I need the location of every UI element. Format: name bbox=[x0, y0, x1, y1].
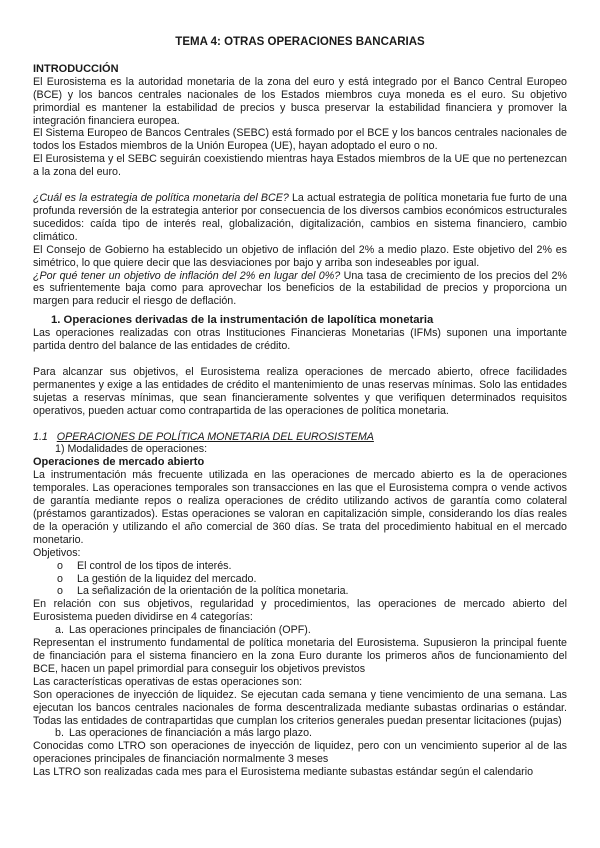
subsection-title: OPERACIONES DE POLÍTICA MONETARIA DEL EUROSISTEMA bbox=[56, 430, 374, 443]
category-item-b bbox=[33, 727, 567, 740]
objectives-label: Objetivos: bbox=[33, 546, 81, 559]
subsection-1-1-heading bbox=[33, 431, 567, 444]
bullet-text: El control de los tipos de interés. bbox=[77, 559, 232, 572]
open-market-heading: Operaciones de mercado abierto bbox=[33, 456, 205, 469]
strategy-paragraph bbox=[33, 192, 567, 244]
inflation-target-paragraph: El Consejo de Gobierno ha establecido un objetivo de inflación del 2% a medio plazo. Este objetivo del 2% es simétrico, lo que quiere decir que las desviaciones por bajo y arriba son indeseables por igual. bbox=[33, 243, 567, 269]
item-marker: a. bbox=[55, 624, 64, 637]
item-text: Las operaciones principales de financiación (OPF). bbox=[69, 624, 311, 637]
opf-characteristics-label: Las características operativas de estas operaciones son: bbox=[33, 675, 303, 688]
section-1-paragraph-1: Las operaciones realizadas con otras Instituciones Financieras Monetarias (IFMs) suponen una importante partida dentro del balance de las entidades de crédito. bbox=[33, 327, 567, 353]
ltro-paragraph-2: Las LTRO son realizadas cada mes para el Eurosistema mediante subastas estándar según el calendario bbox=[33, 766, 534, 779]
item-marker: b. bbox=[55, 727, 64, 740]
objective-bullet-2 bbox=[33, 573, 567, 586]
inflation-answer: Una tasa de crecimiento de los precios del 2% es sufrientemente baja como para aprovechar los beneficios de la estabilidad de precios y proporciona un margen para reducir el riesgo de deflación. bbox=[33, 269, 568, 308]
bullet-marker: o bbox=[57, 585, 63, 598]
item-text: Las operaciones de financiación a más largo plazo. bbox=[69, 727, 312, 740]
page-title: TEMA 4: OTRAS OPERACIONES BANCARIAS bbox=[175, 36, 425, 48]
intro-paragraph-2: El Sistema Europeo de Bancos Centrales (SEBC) está formado por el BCE y los bancos centrales nacionales de todos los Estados miembros de la Unión Europea (UE), hayan adoptado el euro o no. bbox=[33, 127, 567, 153]
opf-paragraph: Representan el instrumento fundamental de política monetaria del Eurosistema. Supusieron la principal fuente de financiación para el sistema financiero en la zona Euro durante los primeros años de funcionamiento del BCE, hacen un papel primordial para conseguir los objetivos previstos bbox=[33, 637, 567, 675]
open-market-paragraph-1: La instrumentación más frecuente utilizada en las operaciones de mercado abierto es la de operaciones temporales. Las operaciones temporales son transacciones en las que el Eurosistema compra o vende activos de garantía mediante repos o realiza operaciones de crédito utilizando activos de garantía como colateral (préstamos garantizados). Estas operaciones se valoran en capitalización simple, considerando los días reales de la operación y utilizando el año comercial de 360 días. Se trata del procedimiento habitual en el mercado monetario. bbox=[33, 469, 567, 546]
objective-bullet-3 bbox=[33, 585, 567, 598]
numbered-item-1: 1) Modalidades de operaciones: bbox=[55, 443, 208, 456]
objective-bullet-1 bbox=[33, 560, 567, 573]
bullet-text: La gestión de la liquidez del mercado. bbox=[77, 572, 257, 585]
inflation-question: ¿Por qué tener un objetivo de inflación del 2% en lugar del 0%? bbox=[33, 269, 341, 282]
intro-heading: INTRODUCCIÓN bbox=[33, 62, 119, 75]
section-1-heading: 1. Operaciones derivadas de la instrumentación de lapolítica monetaria bbox=[51, 314, 434, 327]
bullet-marker: o bbox=[57, 559, 63, 572]
category-item-a bbox=[33, 624, 567, 637]
strategy-question: ¿Cuál es la estrategia de política monetaria del BCE? bbox=[33, 192, 289, 205]
section-1-paragraph-2: Para alcanzar sus objetivos, el Eurosistema realiza operaciones de mercado abierto, ofrece facilidades permanentes y exige a las entidades de crédito el mantenimiento de unas reservas mínimas. Solo las entidades sujetas a reservas mínimas, que sean financieramente solventes y que verifiquen determinados requisitos operativos, pueden actuar como contrapartida de las operaciones de política monetaria. bbox=[33, 365, 567, 417]
subsection-number: 1.1 bbox=[33, 430, 48, 443]
bullet-text: La señalización de la orientación de la política monetaria. bbox=[77, 585, 349, 598]
inflation-why-paragraph bbox=[33, 270, 567, 309]
intro-paragraph-1: El Eurosistema es la autoridad monetaria de la zona del euro y está integrado por el Banco Central Europeo (BCE) y los bancos centrales nacionales de los Estados miembros cuya moneda es el euro. Su objetivo primordial es mantener la estabilidad de precios y busca preservar la estabilidad financiera y promover la integración financiera europea. bbox=[33, 75, 567, 127]
categories-paragraph: En relación con sus objetivos, regularidad y procedimientos, las operaciones de mercado abierto del Eurosistema pueden dividirse en 4 categorías: bbox=[33, 598, 567, 624]
intro-paragraph-3: El Eurosistema y el SEBC seguirán coexistiendo mientras haya Estados miembros de la UE que no pertenezcan a la zona del euro. bbox=[33, 153, 567, 179]
ltro-paragraph-1: Conocidas como LTRO son operaciones de inyección de liquidez, pero con un vencimiento superior al de las operaciones principales de financiación normalmente 3 meses bbox=[33, 740, 567, 766]
opf-characteristics-paragraph: Son operaciones de inyección de liquidez. Se ejecutan cada semana y tiene vencimiento de una semana. Las ejecutan los bancos centrales nacionales de forma descentralizada mediante subastas ordinarias o estándar. Todas las entidades de contrapartidas que cumplan los criterios generales puedan presentar licitaciones (pujas) bbox=[33, 688, 567, 727]
bullet-marker: o bbox=[57, 572, 63, 585]
strategy-answer: La actual estrategia de política monetaria fue furto de una profunda reversión de la estrategia anterior por consecuencia de los diversos cambios económicos estructurales sucedidos: caída tipo de interés real, globalización, digitalización, cambios en sistema financiero, cambio climático. bbox=[33, 192, 567, 243]
